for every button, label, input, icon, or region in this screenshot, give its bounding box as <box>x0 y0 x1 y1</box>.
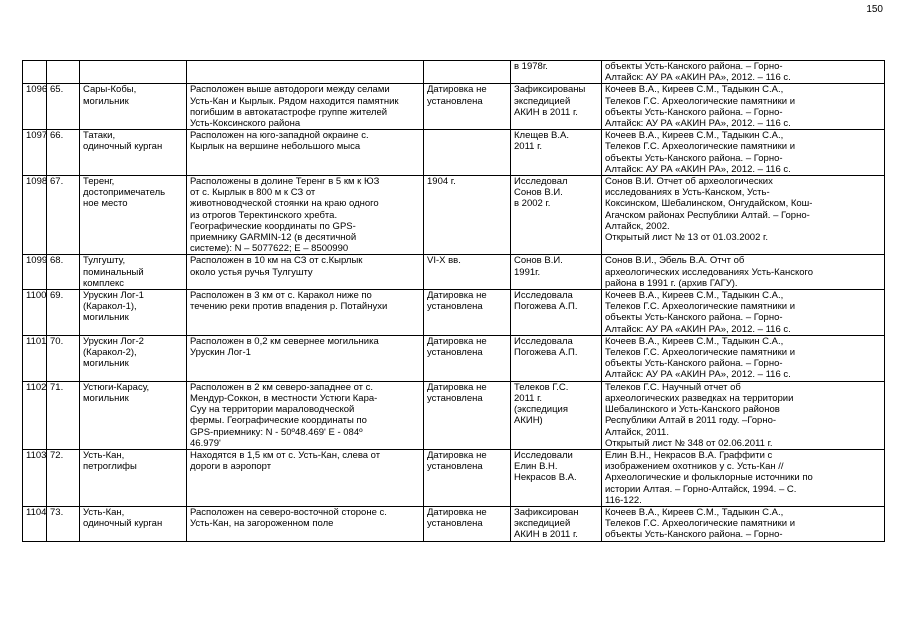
cell-line: Кочеев В.А., Киреев С.М., Тадыкин С.А., <box>605 130 784 142</box>
cell-line: Сонов В.И. <box>514 255 563 267</box>
cell-line: Археологические и фольклорные источники по <box>605 472 813 484</box>
cell-line: 116-122. <box>605 494 642 506</box>
cell-line: в 1978г. <box>514 61 548 72</box>
table-row <box>23 335 885 381</box>
cell-line: Телеков Г.С. Археологические памятники и <box>605 95 796 107</box>
cell-monument-name <box>80 381 187 449</box>
cell-line: установлена <box>427 461 483 473</box>
cell-line: Кочеев В.А., Киреев С.М., Тадыкин С.А., <box>605 506 784 518</box>
cell-line: Усть-Кан, <box>83 449 125 461</box>
cell-sub-number <box>47 61 80 84</box>
cell-line: АКИН в 2011 г. <box>514 106 578 118</box>
cell-location <box>187 84 424 130</box>
cell-sub-number <box>47 381 80 449</box>
cell-location <box>187 381 424 449</box>
cell-sources <box>602 84 885 130</box>
cell-line: Коксинском, Шебалинском, Онгудайском, Кош- <box>605 198 813 210</box>
cell-line: Теренг, <box>83 176 115 188</box>
cell-line: Кочеев В.А., Киреев С.М., Тадыкин С.А., <box>605 335 784 347</box>
cell-research <box>511 176 602 255</box>
cell-text: 1098 <box>26 176 48 188</box>
table-row <box>23 449 885 506</box>
cell-line: объекты Усть-Канского района. – Горно- <box>605 529 783 541</box>
cell-line: Некрасов В.А. <box>514 472 577 484</box>
cell-line: Телеков Г.С. Археологические памятники и <box>605 141 796 153</box>
cell-line: Расположен в 0,2 км севернее могильника <box>190 335 379 347</box>
cell-line: Открытый лист № 348 от 02.06.2011 г. <box>605 437 773 449</box>
cell-location <box>187 449 424 506</box>
cell-number <box>23 255 47 290</box>
cell-line: Сонов В.И. Отчет об археологических <box>605 176 773 188</box>
cell-text: 1100 <box>26 290 47 302</box>
cell-line: Елин В.Н. <box>514 461 558 473</box>
cell-text: 1099 <box>26 255 48 267</box>
cell-line: Расположены в долине Теренг в 5 км к ЮЗ <box>190 176 380 188</box>
cell-line: изображением охотников у с. Усть-Кан // <box>605 461 784 473</box>
cell-research <box>511 290 602 336</box>
cell-dating <box>424 84 511 130</box>
cell-monument-name <box>80 176 187 255</box>
cell-dating <box>424 335 511 381</box>
cell-line: (Каракол-1), <box>83 301 137 313</box>
cell-location <box>187 130 424 176</box>
cell-line: Зафиксированы <box>514 84 586 96</box>
cell-sources <box>602 130 885 176</box>
cell-line: приемнику GARMIN-12 (в десятичной <box>190 232 357 244</box>
cell-line: Исследовал <box>514 176 568 188</box>
cell-line: Датировка не <box>427 449 487 461</box>
cell-line: могильник <box>83 358 129 370</box>
cell-line: Датировка не <box>427 335 487 347</box>
cell-line: объекты Усть-Канского района. – Горно- <box>605 152 783 164</box>
cell-sources <box>602 176 885 255</box>
cell-monument-name <box>80 255 187 290</box>
cell-line: Алтайск: АУ РА «АКИН РА», 2012. – 116 с. <box>605 163 791 175</box>
cell-line: Татаки, <box>83 130 116 142</box>
cell-line: от с. Кырлык в 800 м к СЗ от <box>190 187 316 199</box>
cell-sub-number <box>47 335 80 381</box>
cell-monument-name <box>80 335 187 381</box>
table-row <box>23 61 885 84</box>
cell-dating <box>424 61 511 84</box>
table-body <box>23 61 885 542</box>
cell-line: объекты Усть-Канского района. – Горно- <box>605 61 783 72</box>
cell-line: 1991г. <box>514 266 541 278</box>
cell-line: течению реки против впадения р. Потайнухи <box>190 301 388 313</box>
cell-line: Алтайск: АУ РА «АКИН РА», 2012. – 116 с. <box>605 323 791 335</box>
cell-line: около устья ручья Тулгушту <box>190 266 313 278</box>
cell-line: района в 1991 г. (архив ГАГУ). <box>605 277 738 289</box>
cell-location <box>187 506 424 541</box>
cell-line: Агачском районах Республики Алтай. – Горно- <box>605 209 810 221</box>
cell-line: Кочеев В.А., Киреев С.М., Тадыкин С.А., <box>605 84 784 96</box>
cell-line: Погожева А.П. <box>514 301 578 313</box>
cell-line: системе): N – 5077622; E – 8500990 <box>190 243 349 255</box>
cell-sub-number <box>47 290 80 336</box>
cell-line: АКИН) <box>514 415 543 427</box>
cell-research <box>511 61 602 84</box>
cell-line: Расположен в 10 км на СЗ от с.Кырлык <box>190 255 363 267</box>
cell-line: 46.979' <box>190 437 221 449</box>
cell-sub-number <box>47 506 80 541</box>
cell-sub-number <box>47 84 80 130</box>
cell-sources <box>602 335 885 381</box>
cell-sub-number <box>47 130 80 176</box>
cell-monument-name <box>80 130 187 176</box>
cell-number <box>23 506 47 541</box>
cell-line: Урускин Лог-1 <box>190 347 251 359</box>
cell-line: Алтайск: АУ РА «АКИН РА», 2012. – 116 с. <box>605 369 791 381</box>
cell-line: достопримечатель <box>83 187 166 199</box>
cell-line: Алтайск, 2011. <box>605 426 669 438</box>
cell-research <box>511 130 602 176</box>
cell-line: объекты Усть-Канского района. – Горно- <box>605 106 783 118</box>
cell-line: Елин В.Н., Некрасов В.А. Граффити с <box>605 449 773 461</box>
cell-line: Сонов В.И., Эбель В.А. Отчт об <box>605 255 745 267</box>
cell-line: Усть-Кан, <box>83 506 125 518</box>
cell-line: Зафиксирован <box>514 506 579 518</box>
cell-line: объекты Усть-Канского района. – Горно- <box>605 312 783 324</box>
cell-sources <box>602 255 885 290</box>
cell-line: Республики Алтай в 2011 году. –Горно- <box>605 415 777 427</box>
cell-line: Сары-Кобы, <box>83 84 137 96</box>
cell-line: Сонов В.И. <box>514 187 563 199</box>
cell-number <box>23 176 47 255</box>
cell-sub-number <box>47 176 80 255</box>
cell-number <box>23 449 47 506</box>
cell-line: (экспедиция <box>514 404 568 416</box>
cell-line: Устюги-Карасу, <box>83 381 150 393</box>
cell-line: GPS-приемнику: N - 50º48.469' E - 084º <box>190 426 363 438</box>
cell-line: Расположен в 3 км от с. Каракол ниже по <box>190 290 372 302</box>
cell-line: Клещев В.А. <box>514 130 569 142</box>
cell-line: из отрогов Теректинского хребта. <box>190 209 338 221</box>
cell-research <box>511 449 602 506</box>
cell-sources <box>602 61 885 84</box>
cell-text: 71. <box>50 381 64 393</box>
cell-research <box>511 255 602 290</box>
cell-line: комплекс <box>83 277 125 289</box>
cell-monument-name <box>80 290 187 336</box>
cell-line: Датировка не <box>427 506 487 518</box>
cell-line: 2011 г. <box>514 141 543 153</box>
cell-line: Урускин Лог-2 <box>83 335 144 347</box>
cell-dating <box>424 290 511 336</box>
cell-text: 1102 <box>26 381 47 393</box>
cell-line: Погожева А.П. <box>514 347 578 359</box>
cell-dating <box>424 130 511 176</box>
table-row <box>23 84 885 130</box>
cell-text: 1103 <box>26 449 47 461</box>
cell-text: 66. <box>50 130 64 142</box>
cell-line: могильник <box>83 312 129 324</box>
cell-line: Расположен выше автодороги между селами <box>190 84 390 96</box>
cell-line: Шебалинского и Усть-Канского районов <box>605 404 780 416</box>
cell-sub-number <box>47 449 80 506</box>
cell-number <box>23 381 47 449</box>
cell-line: 1904 г. <box>427 176 456 188</box>
cell-line: Географические координаты по GPS- <box>190 220 356 232</box>
cell-number <box>23 290 47 336</box>
cell-number <box>23 84 47 130</box>
cell-research <box>511 381 602 449</box>
cell-text: 1101 <box>26 335 47 347</box>
cell-line: археологических разведках на территории <box>605 392 794 404</box>
cell-line: установлена <box>427 392 483 404</box>
cell-line: Мендур-Соккон, в местности Устюги Кара- <box>190 392 378 404</box>
cell-line: Усть-Коксинского района <box>190 118 301 130</box>
cell-line: Расположен в 2 км северо-западнее от с. <box>190 381 374 393</box>
cell-line: установлена <box>427 347 483 359</box>
cell-research <box>511 335 602 381</box>
cell-line: Датировка не <box>427 84 487 96</box>
cell-line: Урускин Лог-1 <box>83 290 144 302</box>
cell-line: Телеков Г.С. <box>514 381 569 393</box>
cell-line: установлена <box>427 301 483 313</box>
cell-text: 69. <box>50 290 64 302</box>
cell-line: Телеков Г.С. Археологические памятники и <box>605 518 796 530</box>
cell-line: Исследовала <box>514 290 573 302</box>
cell-line: Алтайск: АУ РА «АКИН РА», 2012. – 116 с. <box>605 118 791 130</box>
table-row <box>23 506 885 541</box>
cell-dating <box>424 506 511 541</box>
cell-location <box>187 255 424 290</box>
page-number: 150 <box>866 4 883 15</box>
cell-line: Усть-Кан, на загороженном поле <box>190 518 334 530</box>
cell-line: Алтайск, 2002. <box>605 220 670 232</box>
cell-line: Датировка не <box>427 290 487 302</box>
cell-line: Исследовала <box>514 335 573 347</box>
cell-dating <box>424 381 511 449</box>
cell-line: Усть-Кан и Кырлык. Рядом находится памятник <box>190 95 399 107</box>
cell-text: 1104 <box>26 506 47 518</box>
cell-line: Кочеев В.А., Киреев С.М., Тадыкин С.А., <box>605 290 784 302</box>
cell-line: археологических исследованиях Усть-Канского <box>605 266 814 278</box>
table-row <box>23 130 885 176</box>
cell-line: установлена <box>427 518 483 530</box>
cell-line: VI-X вв. <box>427 255 461 267</box>
cell-text: 70. <box>50 335 64 347</box>
cell-research <box>511 506 602 541</box>
cell-text: 65. <box>50 84 64 96</box>
cell-line: дороги в аэропорт <box>190 461 272 473</box>
cell-dating <box>424 176 511 255</box>
cell-text: 68. <box>50 255 64 267</box>
cell-line: экспедицией <box>514 95 571 107</box>
cell-number <box>23 61 47 84</box>
cell-sources <box>602 290 885 336</box>
cell-monument-name <box>80 449 187 506</box>
table-row <box>23 176 885 255</box>
cell-line: 2011 г. <box>514 392 543 404</box>
cell-sub-number <box>47 255 80 290</box>
cell-text: 67. <box>50 176 64 188</box>
table-row <box>23 381 885 449</box>
cell-monument-name <box>80 84 187 130</box>
cell-line: Суу на территории мараловодческой <box>190 404 355 416</box>
cell-research <box>511 84 602 130</box>
cell-line: Находятся в 1,5 км от с. Усть-Кан, слева от <box>190 449 381 461</box>
cell-line: фермы. Географические координаты по <box>190 415 367 427</box>
monuments-table <box>22 60 885 542</box>
cell-line: Телеков Г.С. Научный отчет об <box>605 381 741 393</box>
cell-monument-name <box>80 61 187 84</box>
cell-location <box>187 290 424 336</box>
table-row <box>23 255 885 290</box>
cell-line: Исследовали <box>514 449 573 461</box>
cell-line: установлена <box>427 95 483 107</box>
cell-line: объекты Усть-Канского района. – Горно- <box>605 358 783 370</box>
cell-text: 72. <box>50 449 64 461</box>
cell-line: петроглифы <box>83 461 137 473</box>
cell-line: поминальный <box>83 266 144 278</box>
cell-line: Алтайск: АУ РА «АКИН РА», 2012. – 116 с. <box>605 72 791 84</box>
cell-line: одиночный курган <box>83 518 163 530</box>
cell-location <box>187 61 424 84</box>
cell-number <box>23 335 47 381</box>
cell-line: Тулгушту, <box>83 255 126 267</box>
cell-text: 73. <box>50 506 64 518</box>
cell-dating <box>424 255 511 290</box>
cell-monument-name <box>80 506 187 541</box>
cell-line: Телеков Г.С. Археологические памятники и <box>605 301 796 313</box>
cell-line: исследованиях в Усть-Канском, Усть- <box>605 187 770 199</box>
cell-line: Телеков Г.С. Археологические памятники и <box>605 347 796 359</box>
cell-line: могильник <box>83 95 129 107</box>
cell-location <box>187 176 424 255</box>
cell-line: Кырлык на вершине небольшого мыса <box>190 141 361 153</box>
cell-line: экспедицией <box>514 518 571 530</box>
cell-line: могильник <box>83 392 129 404</box>
cell-line: (Каракол-2), <box>83 347 137 359</box>
cell-number <box>23 130 47 176</box>
cell-line: Расположен на юго-западной окраине с. <box>190 130 369 142</box>
cell-line: АКИН в 2011 г. <box>514 529 578 541</box>
cell-line: Открытый лист № 13 от 01.03.2002 г. <box>605 232 768 244</box>
cell-line: Расположен на северо-восточной стороне с. <box>190 506 387 518</box>
cell-line: в 2002 г. <box>514 198 551 210</box>
table-row <box>23 290 885 336</box>
cell-line: истории Алтая. – Горно-Алтайск, 1994. – С. <box>605 483 797 495</box>
cell-line: животноводческой стоянки на краю одного <box>190 198 379 210</box>
cell-line: Датировка не <box>427 381 487 393</box>
cell-text: 1097 <box>26 130 48 142</box>
cell-line: погибшим в автокатастрофе группе жителей <box>190 106 388 118</box>
cell-location <box>187 335 424 381</box>
cell-sources <box>602 449 885 506</box>
cell-dating <box>424 449 511 506</box>
cell-sources <box>602 506 885 541</box>
cell-line: ное место <box>83 198 128 210</box>
cell-text: 1096 <box>26 84 48 96</box>
cell-sources <box>602 381 885 449</box>
cell-line: одиночный курган <box>83 141 163 153</box>
